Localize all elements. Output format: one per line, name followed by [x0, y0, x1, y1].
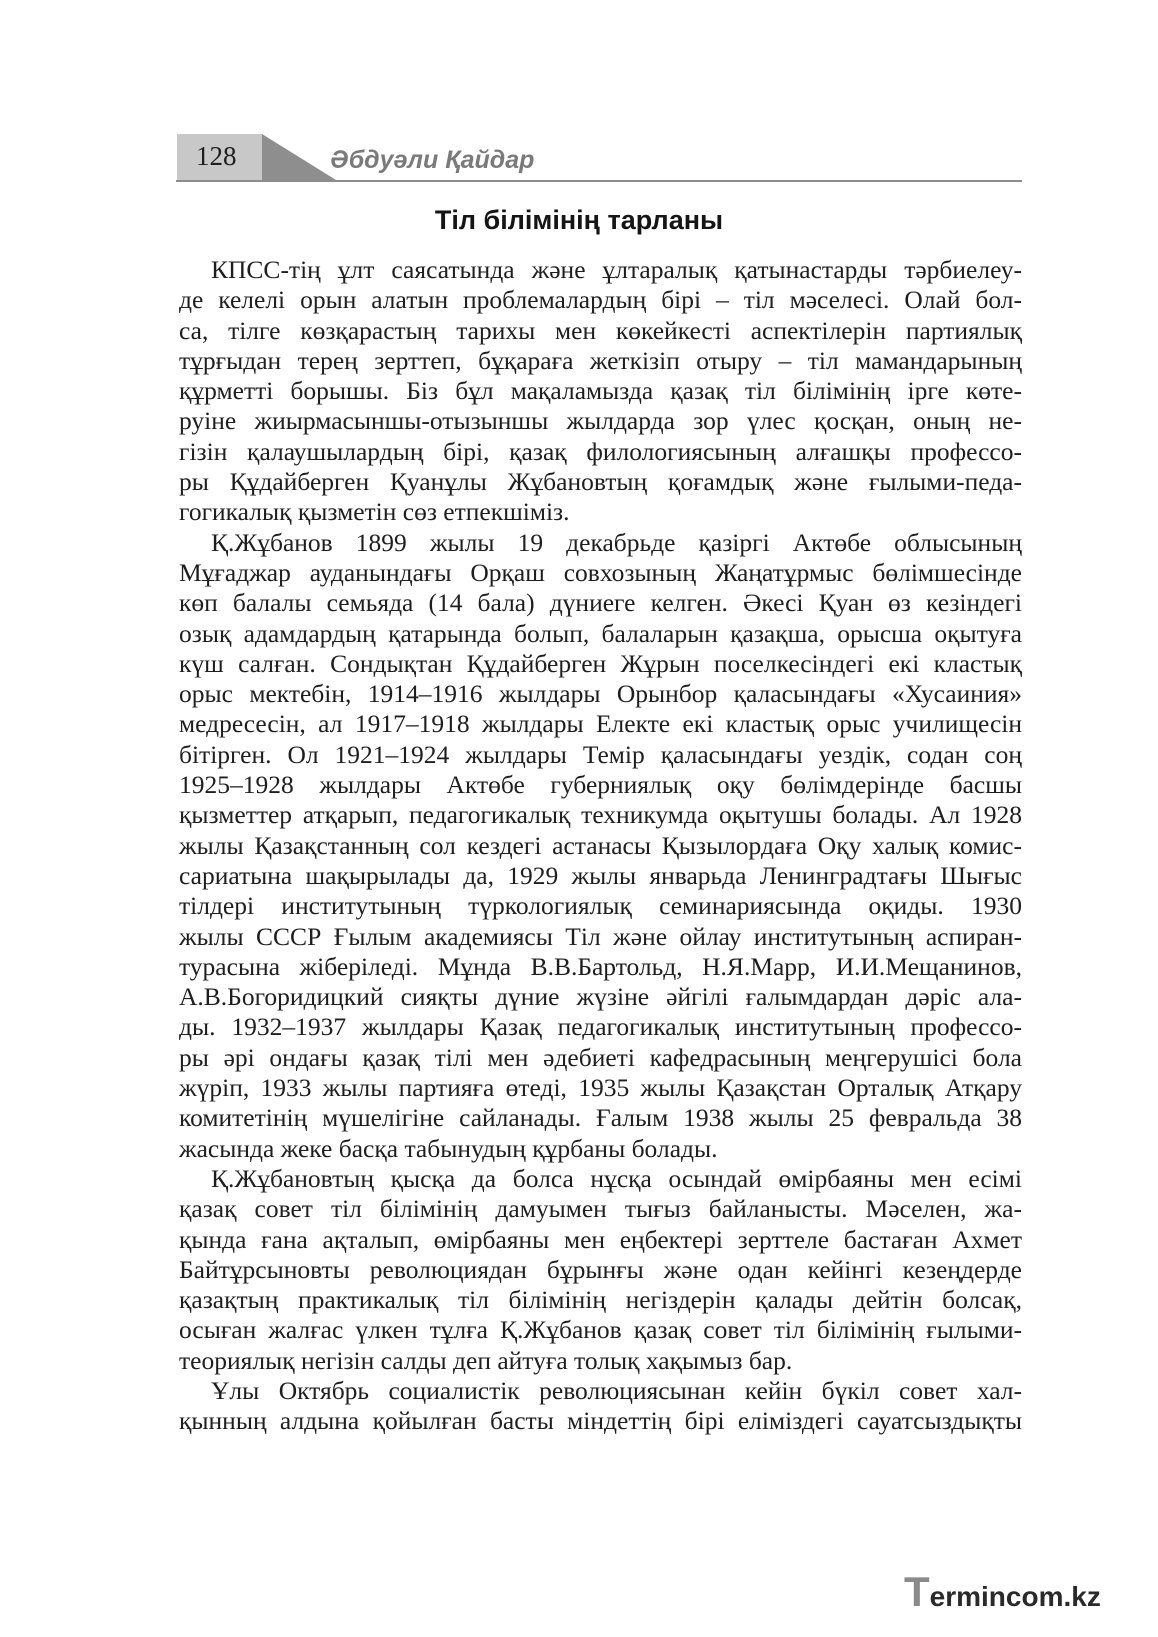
- text-line: Ұлы Октябрь социалистік революциясынан кейін бүкіл совет хал-: [211, 1375, 1022, 1405]
- text-line: қында ғана ақталып, өмірбаяны мен еңбектері зерттеле бастаған Ахмет: [179, 1224, 1022, 1254]
- text-line: орыс мектебін, 1914–1916 жылдары Орынбор қаласындағы «Хусаиния»: [179, 679, 1022, 709]
- text-line: Байтұрсыновты революциядан бұрынғы және одан кейінгі кезеңдерде: [179, 1254, 1022, 1284]
- text-line: жылы Қазақстанның сол кездегі астанасы Қызылордаға Оқу халық комис-: [179, 830, 1022, 860]
- text-line: КПСС-тің ұлт саясатында және ұлтаралық қатынастарды тәрбиелеу-: [211, 255, 1022, 284]
- header-rule: [176, 180, 1022, 182]
- paragraph: [179, 255, 1022, 528]
- text-line: жылы СССР Ғылым академиясы Тіл және ойлау институтының аспиран-: [179, 921, 1022, 951]
- text-line: ды. 1932–1937 жылдары Қазақ педагогикалық институтының профессо-: [179, 1012, 1022, 1042]
- article-title: Тіл білімінің тарланы: [434, 205, 724, 235]
- text-line: са, тілге көзқарастың тарихы мен көкейкесті аспектілерін партиялық: [179, 315, 1022, 345]
- text-line: осыған жалғас үлкен тұлға Қ.Жұбанов қазақ совет тіл білімінің ғылыми-: [179, 1315, 1022, 1345]
- text-line: жасында жеке басқа табынудың құрбаны болады.: [179, 1133, 718, 1163]
- text-line: тұрғыдан терең зерттеп, бұқараға жеткізіп отыру – тіл мамандарының: [179, 345, 1022, 375]
- text-line: бітірген. Ол 1921–1924 жылдары Темір қаласындағы уездік, содан соң: [179, 739, 1022, 769]
- page-number-box: [177, 134, 263, 180]
- text-line: Қ.Жұбановтың қысқа да болса нұсқа осындай өмірбаяны мен есімі: [211, 1163, 1022, 1193]
- paragraph: [179, 528, 1022, 1164]
- paragraph: [179, 1376, 1022, 1437]
- header-arrow-icon: [262, 134, 336, 180]
- text-line: қынның алдына қойылған басты міндеттің бірі еліміздегі сауатсыздықты: [179, 1406, 1022, 1436]
- text-line: медресесін, ал 1917–1918 жылдары Електе екі кластық орыс училищесін: [179, 709, 1022, 739]
- text-line: 1925–1928 жылдары Актөбе губерниялық оқу бөлімдерінде басшы: [179, 770, 1022, 800]
- text-line: құрметті борышы. Біз бұл мақаламызда қазақ тіл білімінің ірге көте-: [179, 376, 1022, 406]
- text-line: ры әрі ондағы қазақ тілі мен әдебиеті кафедрасының меңгерушісі бола: [179, 1042, 1022, 1072]
- text-line: ры Құдайберген Қуанұлы Жұбановтың қоғамдық және ғылыми-педа-: [179, 467, 1022, 497]
- text-line: қазақ совет тіл білімінің дамуымен тығыз байланысты. Мәселен, жа-: [179, 1194, 1022, 1224]
- page-number: 128: [196, 141, 237, 171]
- site-watermark: Termincom.kz: [904, 1568, 1101, 1615]
- text-line: озық адамдардың қатарында болып, балаларын қазақша, орысша оқытуға: [179, 618, 1022, 648]
- text-line: Қ.Жұбанов 1899 жылы 19 декабрьде қазіргі Актөбе облысының: [211, 527, 1022, 557]
- running-title: Әбдуәли Қайдар: [330, 146, 535, 174]
- text-line: гізін қалаушылардың бірі, қазақ филологиясының алғашқы профессо-: [179, 436, 1022, 466]
- text-line: гогикалық қызметін сөз етпекшіміз.: [179, 497, 570, 527]
- text-line: комитетінің мүшелігіне сайланады. Ғалым 1938 жылы 25 февральда 38: [179, 1103, 1022, 1133]
- text-line: күш салған. Сондықтан Құдайберген Жұрын поселкесіндегі екі кластық: [179, 648, 1022, 678]
- text-line: қазақтың практикалық тіл білімінің негіздерін қалады дейтін болсақ,: [179, 1285, 1022, 1315]
- text-line: қызметтер атқарып, педагогикалық техникумда оқытушы болады. Ал 1928: [179, 800, 1022, 830]
- text-line: теориялық негізін салды деп айтуға толық хақымыз бар.: [179, 1345, 793, 1375]
- text-line: сариатына шақырылады да, 1929 жылы январьда Ленинградтағы Шығыс: [179, 860, 1022, 890]
- text-line: жүріп, 1933 жылы партияға өтеді, 1935 жылы Қазақстан Орталық Атқару: [179, 1073, 1022, 1103]
- text-line: руіне жиырмасыншы-отызыншы жылдарда зор үлес қосқан, оның не-: [179, 406, 1022, 436]
- text-line: көп балалы семьяда (14 бала) дүниеге келген. Әкесі Қуан өз кезіндегі: [179, 588, 1022, 618]
- paragraph: [179, 1164, 1022, 1376]
- text-line: де келелі орын алатын проблемалардың бірі – тіл мәселесі. Олай бол-: [179, 285, 1022, 315]
- article-body: [179, 255, 1022, 1437]
- text-line: А.В.Богоридицкий сияқты дүние жүзіне әйгілі ғалымдардан дәріс ала-: [179, 982, 1022, 1012]
- text-line: тілдері институтының түркологиялық семинариясында оқиды. 1930: [179, 891, 1022, 921]
- text-line: турасына жіберіледі. Мұнда В.В.Бартольд, Н.Я.Марр, И.И.Мещанинов,: [179, 951, 1022, 981]
- text-line: Мұғаджар ауданындағы Орқаш совхозының Жаңатұрмыс бөлімшесінде: [179, 557, 1022, 587]
